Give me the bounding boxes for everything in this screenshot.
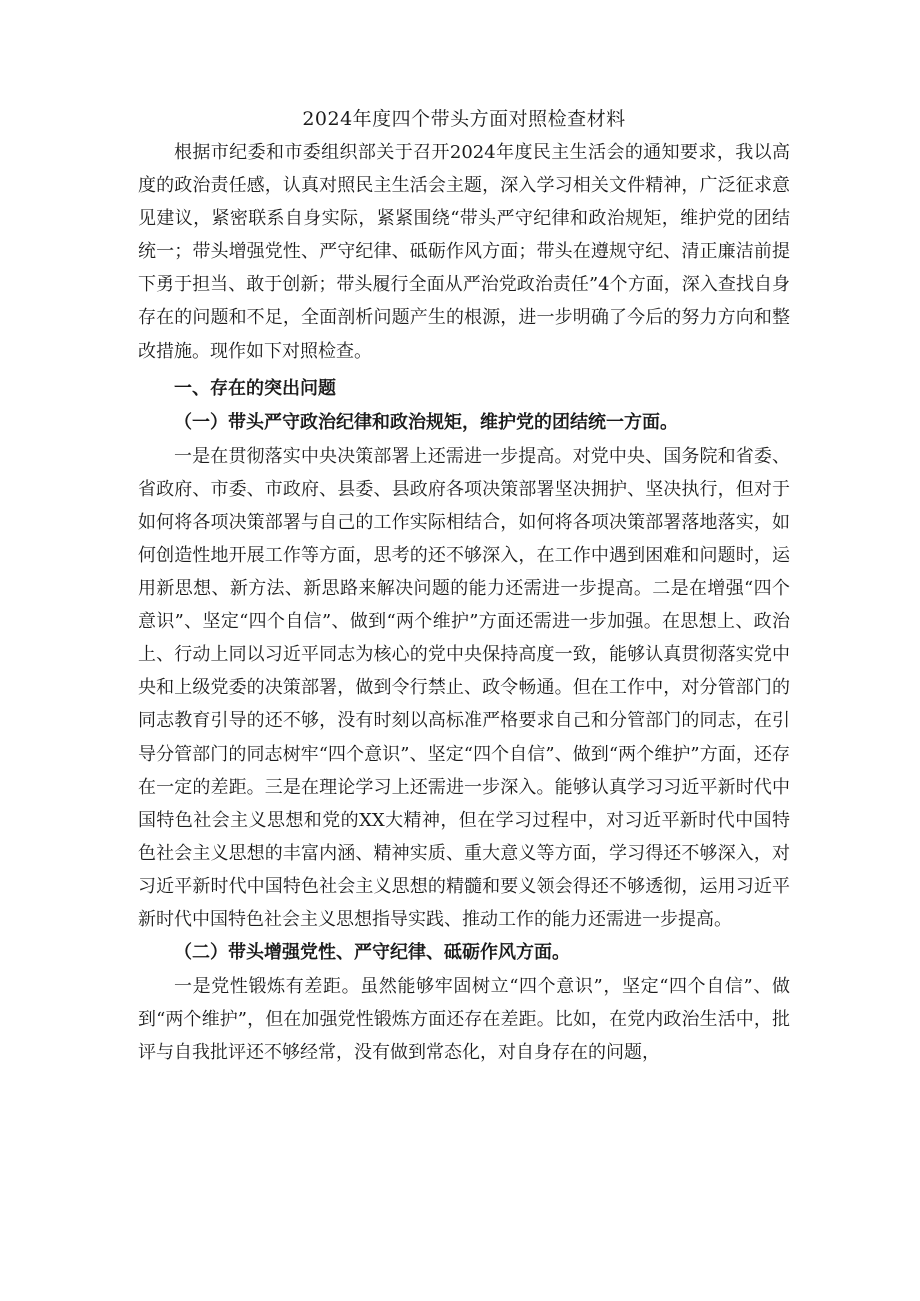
subsection-body-2: 一是党性锻炼有差距。虽然能够牢固树立“四个意识”，坚定“四个自信”、做到“两个维护”，但在加强党性锻炼方面还存在差距。比如，在党内政治生活中，批评与自我批评还不够经常，没有做到常态化，对自身存在的问题，: [138, 976, 790, 1064]
section-heading-problems: 一、存在的突出问题: [174, 377, 336, 399]
subsection-body-1: 一是在贯彻落实中央决策部署上还需进一步提高。对党中央、国务院和省委、省政府、市委、市政府、县委、县政府各项决策部署坚决拥护、坚决执行，但对于如何将各项决策部署与自己的工作实际相结合，如何将各项决策部署落地落实，如何创造性地开展工作等方面，思考的还不够深入，在工作中遇到困难和问题时，运用新思想、新方法、新思路来解决问题的能力还需进一步提高。二是在增强“四个意识”、坚定“四个自信”、做到“两个维护”方面还需进一步加强。在思想上、政治上、行动上同以习近平同志为核心的党中央保持高度一致，能够认真贯彻落实党中央和上级党委的决策部署，做到令行禁止、政令畅通。但在工作中，对分管部门的同志教育引导的还不够，没有时刻以高标准严格要求自己和分管部门的同志，在引导分管部门的同志树牢“四个意识”、坚定“四个自信”、做到“两个维护”方面，还存在一定的差距。三是在理论学习上还需进一步深入。能够认真学习习近平新时代中国特色社会主义思想和党的XX大精神，但在学习过程中，对习近平新时代中国特色社会主义思想的丰富内涵、精神实质、重大意义等方面，学习得还不够深入，对习近平新时代中国特色社会主义思想的精髓和要义领会得还不够透彻，运用习近平新时代中国特色社会主义思想指导实践、推动工作的能力还需进一步提高。: [138, 445, 790, 930]
document-page: [138, 104, 790, 1069]
intro-paragraph: 根据市纪委和市委组织部关于召开2024年度民主生活会的通知要求，我以高度的政治责任感，认真对照民主生活会主题，深入学习相关文件精神，广泛征求意见建议，紧密联系自身实际，紧紧围绕“带头严守纪律和政治规矩，维护党的团结统一；带头增强党性、严守纪律、砥砺作风方面；带头在遵规守纪、清正廉洁前提下勇于担当、敢于创新；带头履行全面从严治党政治责任”4个方面，深入查找自身存在的问题和不足，全面剖析问题产生的根源，进一步明确了今后的努力方向和整改措施。现作如下对照检查。: [138, 142, 790, 362]
subsection-heading-1: （一）带头严守政治纪律和政治规矩，维护党的团结统一方面。: [174, 411, 678, 433]
document-title: 2024年度四个带头方面对照检查材料: [302, 108, 626, 130]
subsection-heading-2: （二）带头增强党性、严守纪律、砥砺作风方面。: [174, 942, 570, 964]
